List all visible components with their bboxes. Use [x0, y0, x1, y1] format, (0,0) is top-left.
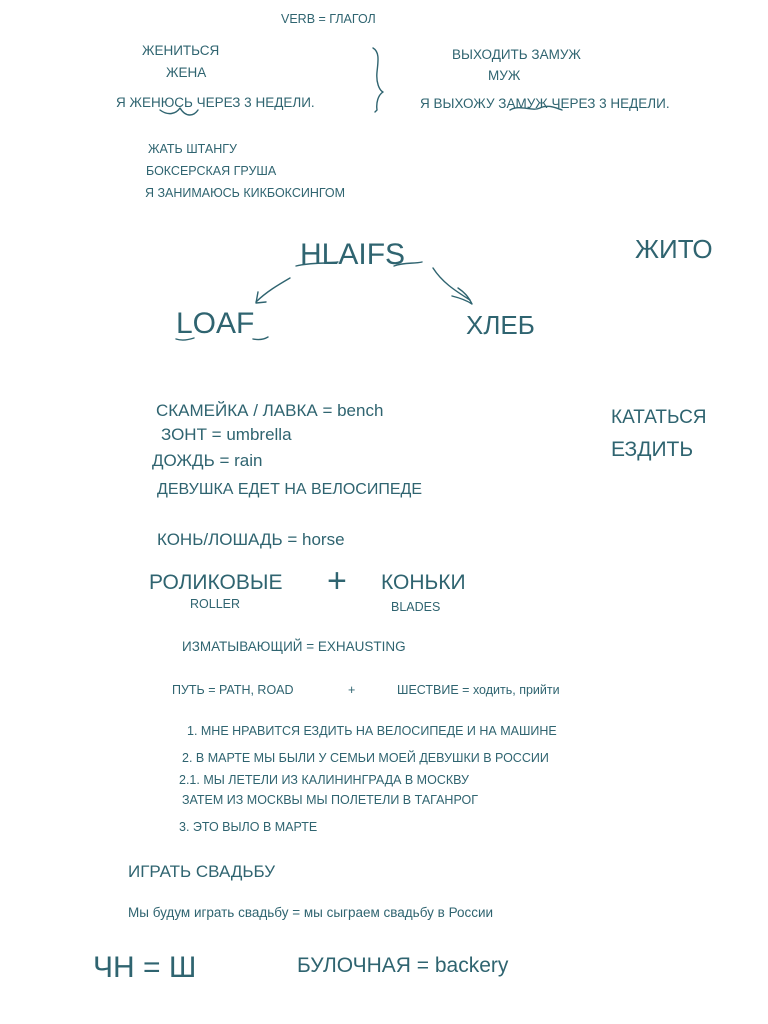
arrow-right-stroke: [433, 268, 470, 300]
example-sentence: ЗАТЕМ ИЗ МОСКВЫ МЫ ПОЛЕТЕЛИ В ТАГАНРОГ: [182, 793, 479, 807]
arrow-right-head: [452, 288, 472, 304]
example-sentence: 2. В МАРТЕ МЫ БЫЛИ У СЕМЬИ МОЕЙ ДЕВУШКИ В РОССИИ: [182, 751, 549, 765]
vocab-bakery: БУЛОЧНАЯ = backery: [297, 954, 509, 977]
sport-line: Я ЗАНИМАЮСЬ КИКБОКСИНГОМ: [145, 186, 346, 200]
rollerblades-plus: +: [327, 562, 347, 600]
sport-line: БОКСЕРСКАЯ ГРУША: [146, 164, 277, 178]
rollerblades-roller-ru: РОЛИКОВЫЕ: [149, 571, 283, 594]
vocab-exhausting: ИЗМАТЫВАЮЩИЙ = EXHAUSTING: [182, 639, 406, 654]
word-husband: МУЖ: [488, 68, 521, 83]
brace-stroke: [373, 48, 383, 112]
vocab-ezdit: ЕЗДИТЬ: [611, 438, 694, 461]
journey-path: ПУТЬ = PATH, ROAD: [172, 683, 294, 697]
etymology-root: HLAIFS: [300, 238, 406, 271]
wedding-heading: ИГРАТЬ СВАДЬБУ: [128, 862, 276, 881]
arrow-left-head: [256, 292, 266, 303]
sport-line: ЖАТЬ ШТАНГУ: [148, 142, 237, 156]
vocab-katatsya: КАТАТЬСЯ: [611, 407, 707, 428]
rollerblades-roller-en: ROLLER: [190, 597, 241, 611]
etymology-russian: ХЛЕБ: [466, 310, 535, 340]
word-marry-female: ВЫХОДИТЬ ЗАМУЖ: [452, 47, 581, 62]
etymology-side-word: ЖИТО: [635, 234, 713, 264]
sentence-marry-male: Я ЖЕНЮСЬ ЧЕРЕЗ 3 НЕДЕЛИ.: [116, 95, 315, 110]
example-sentence: 2.1. МЫ ЛЕТЕЛИ ИЗ КАЛИНИНГРАДА В МОСКВУ: [179, 773, 469, 787]
vocab-umbrella: ЗОНТ = umbrella: [161, 425, 292, 444]
etymology-english: LOAF: [176, 307, 255, 340]
word-marry-male: ЖЕНИТЬСЯ: [142, 43, 220, 58]
arrow-left-stroke: [256, 278, 290, 302]
underline-stroke: [253, 337, 268, 340]
vocab-bike-girl: ДЕВУШКА ЕДЕТ НА ВЕЛОСИПЕДЕ: [157, 481, 423, 498]
journey-shestvie: ШЕСТВИЕ = ходить, прийти: [397, 683, 560, 697]
vocab-rain: ДОЖДЬ = rain: [152, 451, 263, 470]
rollerblades-blades-en: BLADES: [391, 600, 441, 614]
journey-plus: +: [348, 683, 356, 697]
verb-header: VERB = ГЛАГОЛ: [281, 12, 376, 26]
sound-rule: ЧН = Ш: [93, 951, 197, 984]
vocab-horse: КОНЬ/ЛОШАДЬ = horse: [157, 530, 345, 549]
vocab-bench: СКАМЕЙКА / ЛАВКА = bench: [156, 401, 384, 420]
rollerblades-blades-ru: КОНЬКИ: [381, 571, 466, 594]
wedding-sentence: Мы будум играть свадьбу = мы сыграем свадьбу в России: [128, 905, 494, 920]
sentence-marry-female: Я ВЫХОЖУ ЗАМУЖ ЧЕРЕЗ 3 НЕДЕЛИ.: [420, 96, 670, 111]
example-sentence: 1. МНЕ НРАВИТСЯ ЕЗДИТЬ НА ВЕЛОСИПЕДЕ И НА МАШИНЕ: [187, 724, 557, 738]
example-sentence: 3. ЭТО ВЫЛО В МАРТЕ: [179, 820, 318, 834]
word-wife: ЖЕНА: [166, 65, 207, 80]
